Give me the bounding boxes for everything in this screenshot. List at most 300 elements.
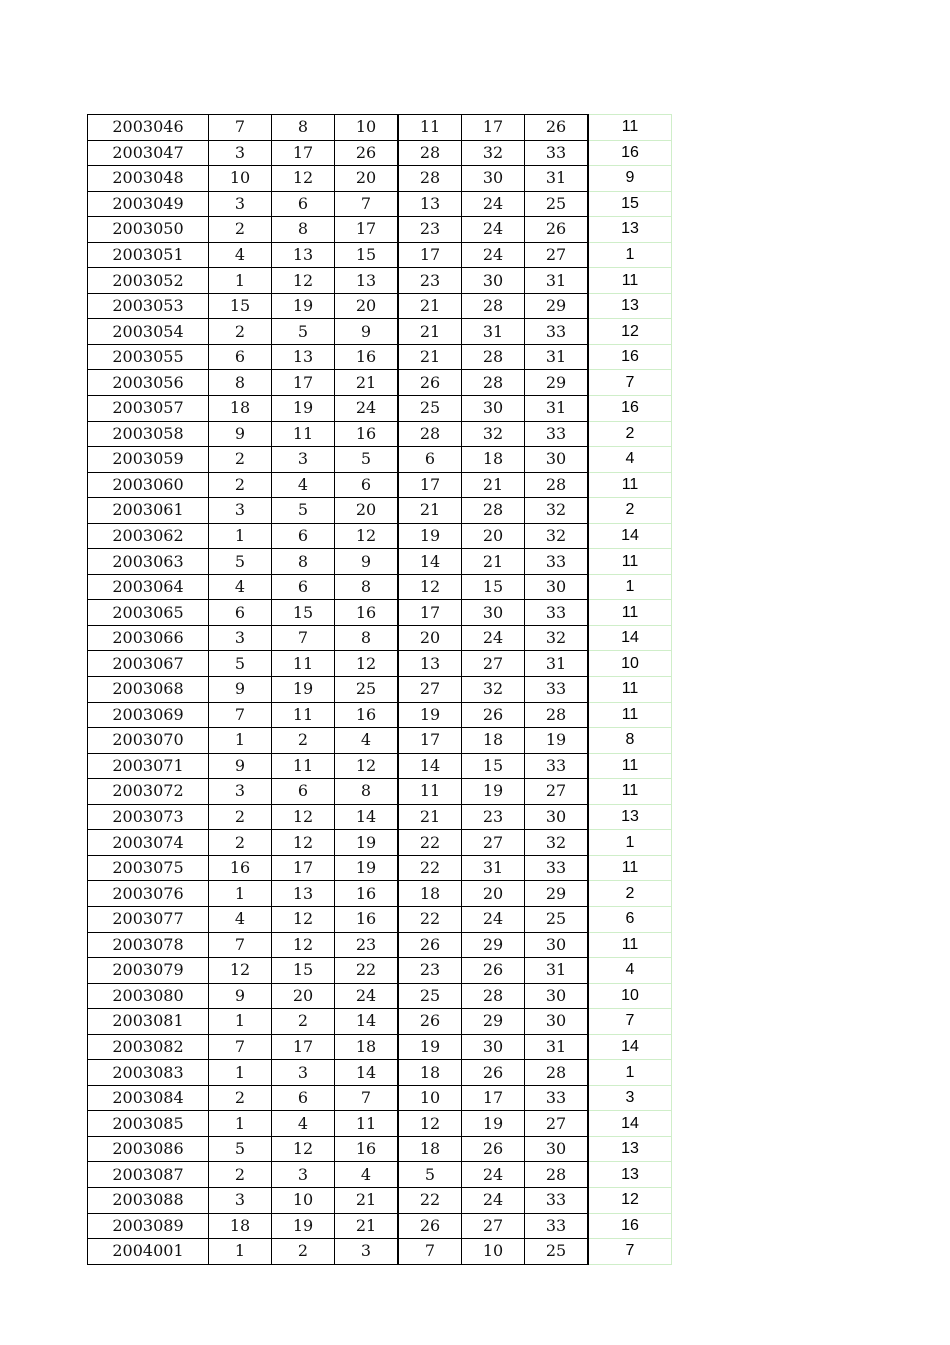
red-ball-cell[interactable]: 18	[398, 881, 462, 907]
red-ball-cell[interactable]: 29	[525, 293, 589, 319]
red-ball-cell[interactable]: 1	[209, 268, 272, 294]
red-ball-cell[interactable]: 3	[209, 1187, 272, 1213]
blue-ball-cell[interactable]: 10	[588, 983, 672, 1009]
red-ball-cell[interactable]: 28	[462, 983, 525, 1009]
red-ball-cell[interactable]: 30	[525, 574, 589, 600]
red-ball-cell[interactable]: 31	[525, 958, 589, 984]
red-ball-cell[interactable]: 27	[398, 677, 462, 703]
red-ball-cell[interactable]: 7	[209, 115, 272, 141]
red-ball-cell[interactable]: 28	[398, 421, 462, 447]
red-ball-cell[interactable]: 26	[398, 932, 462, 958]
red-ball-cell[interactable]: 17	[398, 242, 462, 268]
red-ball-cell[interactable]: 12	[272, 830, 335, 856]
red-ball-cell[interactable]: 16	[335, 906, 399, 932]
blue-ball-cell[interactable]: 10	[588, 651, 672, 677]
red-ball-cell[interactable]: 14	[398, 753, 462, 779]
red-ball-cell[interactable]: 19	[398, 1034, 462, 1060]
red-ball-cell[interactable]: 21	[398, 319, 462, 345]
red-ball-cell[interactable]: 26	[462, 1136, 525, 1162]
blue-ball-cell[interactable]: 11	[588, 779, 672, 805]
red-ball-cell[interactable]: 27	[525, 779, 589, 805]
issue-number-cell[interactable]: 2003065	[88, 600, 209, 626]
blue-ball-cell[interactable]: 16	[588, 1213, 672, 1239]
red-ball-cell[interactable]: 20	[335, 293, 399, 319]
issue-number-cell[interactable]: 2003086	[88, 1136, 209, 1162]
red-ball-cell[interactable]: 9	[209, 983, 272, 1009]
issue-number-cell[interactable]: 2003081	[88, 1009, 209, 1035]
red-ball-cell[interactable]: 16	[335, 881, 399, 907]
red-ball-cell[interactable]: 32	[525, 830, 589, 856]
red-ball-cell[interactable]: 7	[335, 191, 399, 217]
issue-number-cell[interactable]: 2003069	[88, 702, 209, 728]
red-ball-cell[interactable]: 6	[272, 191, 335, 217]
red-ball-cell[interactable]: 11	[398, 115, 462, 141]
red-ball-cell[interactable]: 4	[209, 242, 272, 268]
issue-number-cell[interactable]: 2003082	[88, 1034, 209, 1060]
red-ball-cell[interactable]: 18	[209, 396, 272, 422]
red-ball-cell[interactable]: 17	[462, 1085, 525, 1111]
red-ball-cell[interactable]: 28	[398, 166, 462, 192]
red-ball-cell[interactable]: 6	[398, 447, 462, 473]
red-ball-cell[interactable]: 8	[335, 625, 399, 651]
red-ball-cell[interactable]: 11	[272, 753, 335, 779]
red-ball-cell[interactable]: 32	[462, 421, 525, 447]
issue-number-cell[interactable]: 2003057	[88, 396, 209, 422]
issue-number-cell[interactable]: 2003058	[88, 421, 209, 447]
red-ball-cell[interactable]: 19	[462, 779, 525, 805]
red-ball-cell[interactable]: 15	[462, 574, 525, 600]
blue-ball-cell[interactable]: 6	[588, 906, 672, 932]
red-ball-cell[interactable]: 21	[462, 472, 525, 498]
issue-number-cell[interactable]: 2003078	[88, 932, 209, 958]
red-ball-cell[interactable]: 31	[525, 166, 589, 192]
red-ball-cell[interactable]: 17	[335, 217, 399, 243]
red-ball-cell[interactable]: 9	[335, 549, 399, 575]
issue-number-cell[interactable]: 2003088	[88, 1187, 209, 1213]
red-ball-cell[interactable]: 28	[525, 1162, 589, 1188]
red-ball-cell[interactable]: 22	[398, 1187, 462, 1213]
red-ball-cell[interactable]: 28	[462, 498, 525, 524]
red-ball-cell[interactable]: 24	[335, 983, 399, 1009]
blue-ball-cell[interactable]: 7	[588, 1239, 672, 1265]
red-ball-cell[interactable]: 12	[272, 268, 335, 294]
red-ball-cell[interactable]: 4	[272, 1111, 335, 1137]
red-ball-cell[interactable]: 19	[462, 1111, 525, 1137]
blue-ball-cell[interactable]: 13	[588, 1136, 672, 1162]
red-ball-cell[interactable]: 20	[335, 498, 399, 524]
issue-number-cell[interactable]: 2003075	[88, 855, 209, 881]
red-ball-cell[interactable]: 31	[525, 344, 589, 370]
issue-number-cell[interactable]: 2003068	[88, 677, 209, 703]
blue-ball-cell[interactable]: 9	[588, 166, 672, 192]
red-ball-cell[interactable]: 30	[462, 600, 525, 626]
red-ball-cell[interactable]: 5	[335, 447, 399, 473]
issue-number-cell[interactable]: 2003051	[88, 242, 209, 268]
red-ball-cell[interactable]: 28	[525, 1060, 589, 1086]
blue-ball-cell[interactable]: 2	[588, 881, 672, 907]
red-ball-cell[interactable]: 1	[209, 728, 272, 754]
red-ball-cell[interactable]: 8	[272, 115, 335, 141]
red-ball-cell[interactable]: 17	[272, 855, 335, 881]
red-ball-cell[interactable]: 28	[462, 344, 525, 370]
blue-ball-cell[interactable]: 13	[588, 804, 672, 830]
red-ball-cell[interactable]: 4	[209, 906, 272, 932]
red-ball-cell[interactable]: 29	[525, 881, 589, 907]
red-ball-cell[interactable]: 26	[525, 115, 589, 141]
red-ball-cell[interactable]: 7	[209, 932, 272, 958]
issue-number-cell[interactable]: 2003054	[88, 319, 209, 345]
red-ball-cell[interactable]: 2	[209, 319, 272, 345]
red-ball-cell[interactable]: 21	[335, 1187, 399, 1213]
red-ball-cell[interactable]: 7	[272, 625, 335, 651]
red-ball-cell[interactable]: 33	[525, 319, 589, 345]
red-ball-cell[interactable]: 26	[335, 140, 399, 166]
red-ball-cell[interactable]: 14	[398, 549, 462, 575]
red-ball-cell[interactable]: 6	[272, 574, 335, 600]
red-ball-cell[interactable]: 19	[398, 523, 462, 549]
issue-number-cell[interactable]: 2003055	[88, 344, 209, 370]
red-ball-cell[interactable]: 25	[335, 677, 399, 703]
issue-number-cell[interactable]: 2003083	[88, 1060, 209, 1086]
red-ball-cell[interactable]: 17	[462, 115, 525, 141]
blue-ball-cell[interactable]: 1	[588, 574, 672, 600]
red-ball-cell[interactable]: 33	[525, 677, 589, 703]
red-ball-cell[interactable]: 19	[335, 855, 399, 881]
blue-ball-cell[interactable]: 12	[588, 319, 672, 345]
blue-ball-cell[interactable]: 13	[588, 217, 672, 243]
issue-number-cell[interactable]: 2003087	[88, 1162, 209, 1188]
red-ball-cell[interactable]: 9	[209, 421, 272, 447]
red-ball-cell[interactable]: 22	[398, 906, 462, 932]
red-ball-cell[interactable]: 20	[398, 625, 462, 651]
red-ball-cell[interactable]: 21	[398, 498, 462, 524]
blue-ball-cell[interactable]: 11	[588, 932, 672, 958]
issue-number-cell[interactable]: 2003060	[88, 472, 209, 498]
red-ball-cell[interactable]: 10	[462, 1239, 525, 1265]
red-ball-cell[interactable]: 8	[335, 779, 399, 805]
red-ball-cell[interactable]: 15	[272, 958, 335, 984]
red-ball-cell[interactable]: 6	[272, 779, 335, 805]
red-ball-cell[interactable]: 24	[335, 396, 399, 422]
red-ball-cell[interactable]: 30	[525, 447, 589, 473]
red-ball-cell[interactable]: 3	[209, 191, 272, 217]
issue-number-cell[interactable]: 2003067	[88, 651, 209, 677]
red-ball-cell[interactable]: 26	[398, 1009, 462, 1035]
red-ball-cell[interactable]: 2	[272, 1239, 335, 1265]
red-ball-cell[interactable]: 3	[335, 1239, 399, 1265]
red-ball-cell[interactable]: 32	[462, 140, 525, 166]
red-ball-cell[interactable]: 15	[462, 753, 525, 779]
red-ball-cell[interactable]: 33	[525, 140, 589, 166]
red-ball-cell[interactable]: 16	[335, 600, 399, 626]
red-ball-cell[interactable]: 22	[398, 855, 462, 881]
red-ball-cell[interactable]: 2	[272, 1009, 335, 1035]
blue-ball-cell[interactable]: 4	[588, 958, 672, 984]
issue-number-cell[interactable]: 2003056	[88, 370, 209, 396]
blue-ball-cell[interactable]: 3	[588, 1085, 672, 1111]
red-ball-cell[interactable]: 2	[209, 447, 272, 473]
red-ball-cell[interactable]: 3	[272, 1162, 335, 1188]
red-ball-cell[interactable]: 24	[462, 906, 525, 932]
red-ball-cell[interactable]: 21	[398, 344, 462, 370]
red-ball-cell[interactable]: 3	[272, 1060, 335, 1086]
blue-ball-cell[interactable]: 2	[588, 498, 672, 524]
blue-ball-cell[interactable]: 11	[588, 472, 672, 498]
red-ball-cell[interactable]: 19	[272, 396, 335, 422]
red-ball-cell[interactable]: 2	[209, 830, 272, 856]
red-ball-cell[interactable]: 28	[525, 702, 589, 728]
red-ball-cell[interactable]: 14	[335, 1009, 399, 1035]
red-ball-cell[interactable]: 6	[335, 472, 399, 498]
red-ball-cell[interactable]: 26	[525, 217, 589, 243]
issue-number-cell[interactable]: 2003059	[88, 447, 209, 473]
issue-number-cell[interactable]: 2003089	[88, 1213, 209, 1239]
red-ball-cell[interactable]: 19	[272, 677, 335, 703]
red-ball-cell[interactable]: 31	[525, 651, 589, 677]
red-ball-cell[interactable]: 5	[398, 1162, 462, 1188]
red-ball-cell[interactable]: 18	[462, 728, 525, 754]
red-ball-cell[interactable]: 29	[462, 932, 525, 958]
red-ball-cell[interactable]: 11	[272, 651, 335, 677]
red-ball-cell[interactable]: 32	[525, 523, 589, 549]
red-ball-cell[interactable]: 12	[272, 1136, 335, 1162]
blue-ball-cell[interactable]: 4	[588, 447, 672, 473]
red-ball-cell[interactable]: 32	[525, 625, 589, 651]
red-ball-cell[interactable]: 18	[398, 1136, 462, 1162]
blue-ball-cell[interactable]: 1	[588, 1060, 672, 1086]
red-ball-cell[interactable]: 33	[525, 753, 589, 779]
red-ball-cell[interactable]: 27	[462, 830, 525, 856]
red-ball-cell[interactable]: 1	[209, 1111, 272, 1137]
red-ball-cell[interactable]: 14	[335, 1060, 399, 1086]
red-ball-cell[interactable]: 12	[398, 1111, 462, 1137]
blue-ball-cell[interactable]: 11	[588, 677, 672, 703]
blue-ball-cell[interactable]: 14	[588, 1111, 672, 1137]
red-ball-cell[interactable]: 30	[525, 932, 589, 958]
red-ball-cell[interactable]: 8	[209, 370, 272, 396]
red-ball-cell[interactable]: 23	[398, 268, 462, 294]
red-ball-cell[interactable]: 13	[272, 344, 335, 370]
red-ball-cell[interactable]: 12	[272, 906, 335, 932]
red-ball-cell[interactable]: 33	[525, 1213, 589, 1239]
issue-number-cell[interactable]: 2003050	[88, 217, 209, 243]
red-ball-cell[interactable]: 23	[335, 932, 399, 958]
red-ball-cell[interactable]: 2	[209, 1162, 272, 1188]
red-ball-cell[interactable]: 8	[272, 549, 335, 575]
red-ball-cell[interactable]: 20	[335, 166, 399, 192]
red-ball-cell[interactable]: 17	[272, 1034, 335, 1060]
red-ball-cell[interactable]: 6	[209, 600, 272, 626]
blue-ball-cell[interactable]: 16	[588, 396, 672, 422]
red-ball-cell[interactable]: 11	[272, 702, 335, 728]
red-ball-cell[interactable]: 3	[209, 140, 272, 166]
red-ball-cell[interactable]: 24	[462, 242, 525, 268]
red-ball-cell[interactable]: 24	[462, 217, 525, 243]
red-ball-cell[interactable]: 25	[525, 191, 589, 217]
blue-ball-cell[interactable]: 1	[588, 830, 672, 856]
red-ball-cell[interactable]: 10	[335, 115, 399, 141]
red-ball-cell[interactable]: 24	[462, 191, 525, 217]
red-ball-cell[interactable]: 12	[209, 958, 272, 984]
red-ball-cell[interactable]: 7	[209, 1034, 272, 1060]
red-ball-cell[interactable]: 16	[335, 421, 399, 447]
red-ball-cell[interactable]: 31	[525, 268, 589, 294]
red-ball-cell[interactable]: 33	[525, 421, 589, 447]
red-ball-cell[interactable]: 24	[462, 1162, 525, 1188]
blue-ball-cell[interactable]: 7	[588, 1009, 672, 1035]
blue-ball-cell[interactable]: 14	[588, 1034, 672, 1060]
issue-number-cell[interactable]: 2003072	[88, 779, 209, 805]
issue-number-cell[interactable]: 2003053	[88, 293, 209, 319]
red-ball-cell[interactable]: 26	[462, 1060, 525, 1086]
red-ball-cell[interactable]: 33	[525, 1085, 589, 1111]
red-ball-cell[interactable]: 12	[272, 166, 335, 192]
red-ball-cell[interactable]: 11	[335, 1111, 399, 1137]
red-ball-cell[interactable]: 20	[272, 983, 335, 1009]
red-ball-cell[interactable]: 5	[272, 319, 335, 345]
blue-ball-cell[interactable]: 11	[588, 702, 672, 728]
red-ball-cell[interactable]: 7	[209, 702, 272, 728]
red-ball-cell[interactable]: 18	[398, 1060, 462, 1086]
red-ball-cell[interactable]: 23	[398, 958, 462, 984]
red-ball-cell[interactable]: 5	[209, 549, 272, 575]
red-ball-cell[interactable]: 24	[462, 625, 525, 651]
red-ball-cell[interactable]: 33	[525, 1187, 589, 1213]
blue-ball-cell[interactable]: 8	[588, 728, 672, 754]
issue-number-cell[interactable]: 2003066	[88, 625, 209, 651]
red-ball-cell[interactable]: 1	[209, 523, 272, 549]
red-ball-cell[interactable]: 4	[335, 728, 399, 754]
red-ball-cell[interactable]: 30	[462, 166, 525, 192]
red-ball-cell[interactable]: 10	[209, 166, 272, 192]
red-ball-cell[interactable]: 32	[462, 677, 525, 703]
red-ball-cell[interactable]: 22	[335, 958, 399, 984]
red-ball-cell[interactable]: 17	[398, 600, 462, 626]
red-ball-cell[interactable]: 25	[525, 906, 589, 932]
red-ball-cell[interactable]: 19	[272, 1213, 335, 1239]
red-ball-cell[interactable]: 20	[462, 881, 525, 907]
red-ball-cell[interactable]: 5	[209, 651, 272, 677]
red-ball-cell[interactable]: 12	[335, 753, 399, 779]
issue-number-cell[interactable]: 2003046	[88, 115, 209, 141]
red-ball-cell[interactable]: 27	[462, 1213, 525, 1239]
red-ball-cell[interactable]: 17	[272, 370, 335, 396]
red-ball-cell[interactable]: 30	[462, 1034, 525, 1060]
red-ball-cell[interactable]: 30	[462, 396, 525, 422]
red-ball-cell[interactable]: 12	[335, 651, 399, 677]
blue-ball-cell[interactable]: 7	[588, 370, 672, 396]
red-ball-cell[interactable]: 1	[209, 1060, 272, 1086]
red-ball-cell[interactable]: 12	[398, 574, 462, 600]
blue-ball-cell[interactable]: 11	[588, 549, 672, 575]
red-ball-cell[interactable]: 14	[335, 804, 399, 830]
red-ball-cell[interactable]: 1	[209, 1239, 272, 1265]
issue-number-cell[interactable]: 2003048	[88, 166, 209, 192]
red-ball-cell[interactable]: 29	[525, 370, 589, 396]
red-ball-cell[interactable]: 10	[398, 1085, 462, 1111]
issue-number-cell[interactable]: 2003079	[88, 958, 209, 984]
red-ball-cell[interactable]: 30	[525, 1009, 589, 1035]
red-ball-cell[interactable]: 3	[272, 447, 335, 473]
issue-number-cell[interactable]: 2003070	[88, 728, 209, 754]
red-ball-cell[interactable]: 3	[209, 625, 272, 651]
red-ball-cell[interactable]: 21	[335, 1213, 399, 1239]
issue-number-cell[interactable]: 2003049	[88, 191, 209, 217]
red-ball-cell[interactable]: 11	[398, 779, 462, 805]
red-ball-cell[interactable]: 5	[272, 498, 335, 524]
red-ball-cell[interactable]: 2	[209, 217, 272, 243]
red-ball-cell[interactable]: 16	[209, 855, 272, 881]
red-ball-cell[interactable]: 13	[272, 242, 335, 268]
red-ball-cell[interactable]: 25	[398, 983, 462, 1009]
red-ball-cell[interactable]: 9	[209, 677, 272, 703]
issue-number-cell[interactable]: 2003080	[88, 983, 209, 1009]
red-ball-cell[interactable]: 23	[462, 804, 525, 830]
red-ball-cell[interactable]: 20	[462, 523, 525, 549]
red-ball-cell[interactable]: 19	[525, 728, 589, 754]
red-ball-cell[interactable]: 26	[398, 1213, 462, 1239]
issue-number-cell[interactable]: 2003073	[88, 804, 209, 830]
red-ball-cell[interactable]: 26	[462, 958, 525, 984]
red-ball-cell[interactable]: 2	[272, 728, 335, 754]
issue-number-cell[interactable]: 2003061	[88, 498, 209, 524]
red-ball-cell[interactable]: 15	[272, 600, 335, 626]
red-ball-cell[interactable]: 13	[398, 191, 462, 217]
red-ball-cell[interactable]: 3	[209, 779, 272, 805]
red-ball-cell[interactable]: 33	[525, 855, 589, 881]
issue-number-cell[interactable]: 2003084	[88, 1085, 209, 1111]
issue-number-cell[interactable]: 2003063	[88, 549, 209, 575]
red-ball-cell[interactable]: 30	[525, 1136, 589, 1162]
red-ball-cell[interactable]: 19	[335, 830, 399, 856]
red-ball-cell[interactable]: 9	[209, 753, 272, 779]
red-ball-cell[interactable]: 18	[209, 1213, 272, 1239]
red-ball-cell[interactable]: 28	[462, 293, 525, 319]
red-ball-cell[interactable]: 19	[272, 293, 335, 319]
red-ball-cell[interactable]: 15	[335, 242, 399, 268]
red-ball-cell[interactable]: 16	[335, 702, 399, 728]
red-ball-cell[interactable]: 6	[209, 344, 272, 370]
red-ball-cell[interactable]: 28	[525, 472, 589, 498]
red-ball-cell[interactable]: 22	[398, 830, 462, 856]
red-ball-cell[interactable]: 5	[209, 1136, 272, 1162]
red-ball-cell[interactable]: 9	[335, 319, 399, 345]
red-ball-cell[interactable]: 4	[335, 1162, 399, 1188]
blue-ball-cell[interactable]: 2	[588, 421, 672, 447]
issue-number-cell[interactable]: 2003085	[88, 1111, 209, 1137]
blue-ball-cell[interactable]: 11	[588, 600, 672, 626]
red-ball-cell[interactable]: 24	[462, 1187, 525, 1213]
red-ball-cell[interactable]: 1	[209, 881, 272, 907]
issue-number-cell[interactable]: 2003052	[88, 268, 209, 294]
blue-ball-cell[interactable]: 11	[588, 855, 672, 881]
red-ball-cell[interactable]: 21	[398, 293, 462, 319]
red-ball-cell[interactable]: 26	[462, 702, 525, 728]
red-ball-cell[interactable]: 18	[462, 447, 525, 473]
blue-ball-cell[interactable]: 15	[588, 191, 672, 217]
issue-number-cell[interactable]: 2003077	[88, 906, 209, 932]
red-ball-cell[interactable]: 21	[335, 370, 399, 396]
red-ball-cell[interactable]: 27	[525, 1111, 589, 1137]
red-ball-cell[interactable]: 6	[272, 523, 335, 549]
red-ball-cell[interactable]: 7	[398, 1239, 462, 1265]
red-ball-cell[interactable]: 13	[335, 268, 399, 294]
red-ball-cell[interactable]: 21	[398, 804, 462, 830]
red-ball-cell[interactable]: 12	[272, 932, 335, 958]
issue-number-cell[interactable]: 2003076	[88, 881, 209, 907]
red-ball-cell[interactable]: 26	[398, 370, 462, 396]
blue-ball-cell[interactable]: 12	[588, 1187, 672, 1213]
